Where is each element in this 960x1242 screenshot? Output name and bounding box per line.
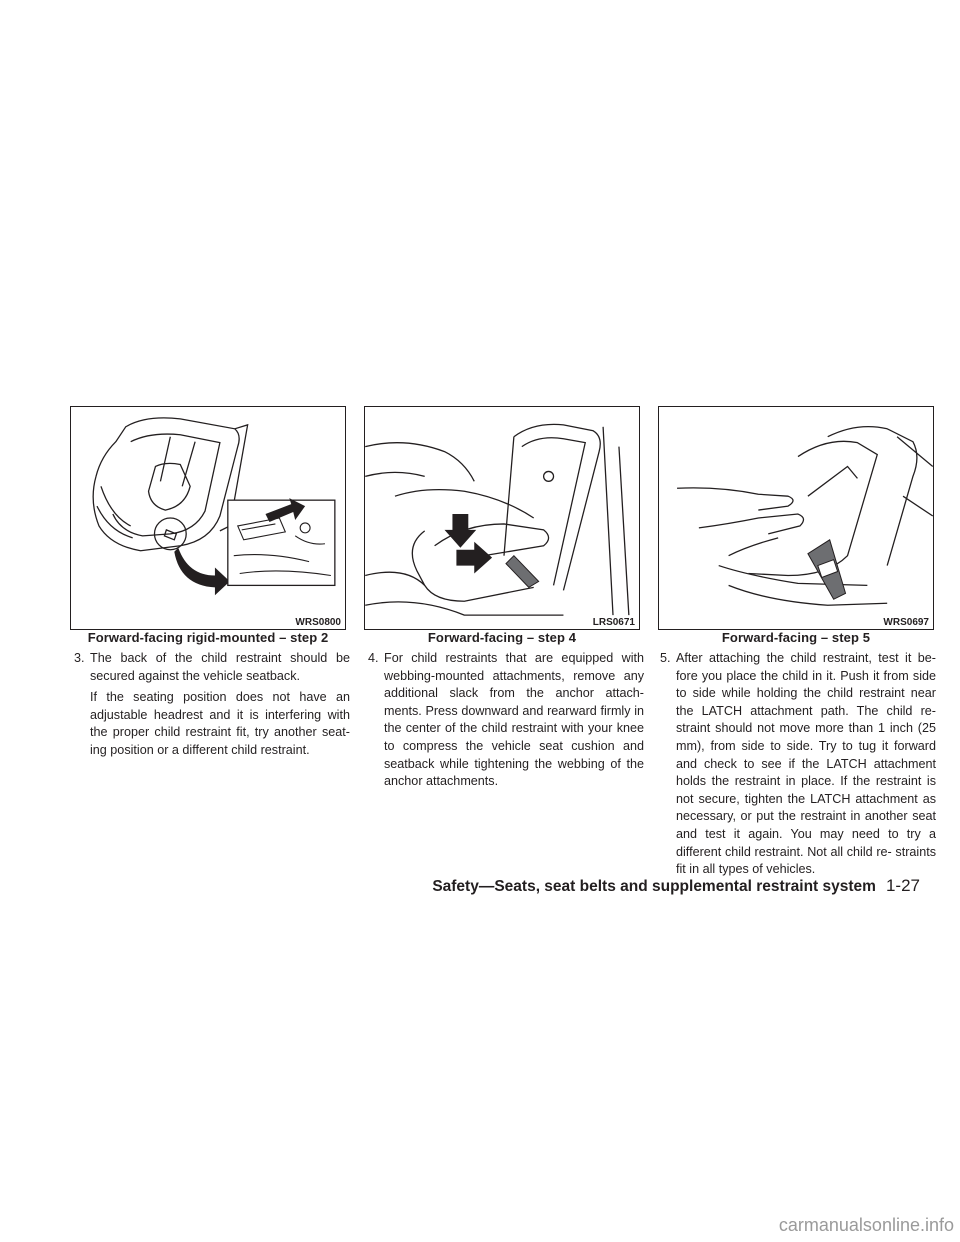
watermark: carmanualsonline.info: [778, 1215, 954, 1235]
figure-caption: Forward-facing rigid-mounted – step 2: [87, 630, 329, 645]
step-number: 5.: [660, 651, 671, 665]
step-text: After attaching the child restraint, test it be- fore you place the child in it. Push it from side to side while holding the child restraint near the LATCH attachment path. The child re- straint should not move more than 1 inch (25 mm), from side to side. Try to tug it forward and check to see if the LATCH attachment holds the restraint in place. If the restraint is not secure, tighten the LATCH attachment as necessary, or put the restraint in another seat and test it again. You may need to try a different child restraint. Not all child re- straints fit in all types of vehicles.: [676, 651, 936, 877]
step-text: For child restraints that are equipped with webbing-mounted attachments, remove any additional slack from the anchor attach- ments. Press downward and rearward firmly in the center of the child restraint with your knee to compress the vehicle seat cushion and seatback while tightening the webbing of the anchor attachments.: [384, 651, 644, 789]
column-step-5: [660, 650, 936, 883]
step-number: 3.: [74, 651, 85, 665]
latch-test-illustration: [659, 407, 933, 629]
figure-code: WRS0697: [883, 617, 929, 628]
step-item: [660, 650, 936, 879]
step-item: [368, 650, 644, 791]
column-step-3: [74, 650, 350, 760]
step-item: [74, 650, 350, 685]
figure-caption: Forward-facing – step 5: [721, 630, 871, 645]
knee-press-illustration: [365, 407, 639, 629]
step-text: The back of the child restraint should be secured against the vehicle seatback.: [90, 651, 350, 683]
child-seat-rigid-illustration: [71, 407, 345, 629]
step-note: If the seating position does not have an adjustable headrest and it is interfering with the proper child restraint fit, try another seat- ing position or a different child restraint.: [90, 690, 350, 757]
figure-code: LRS0671: [592, 617, 635, 628]
page-number: 1-27: [885, 876, 920, 895]
figure-wrs0800: [70, 406, 346, 630]
column-step-4: [368, 650, 644, 795]
figure-caption: Forward-facing – step 4: [427, 630, 577, 645]
step-number: 4.: [368, 651, 379, 665]
figure-code: WRS0800: [295, 617, 341, 628]
page-footer: [432, 876, 920, 896]
figure-wrs0697: [658, 406, 934, 630]
section-title: Safety—Seats, seat belts and supplemental restraint system: [432, 878, 876, 895]
figure-lrs0671: [364, 406, 640, 630]
